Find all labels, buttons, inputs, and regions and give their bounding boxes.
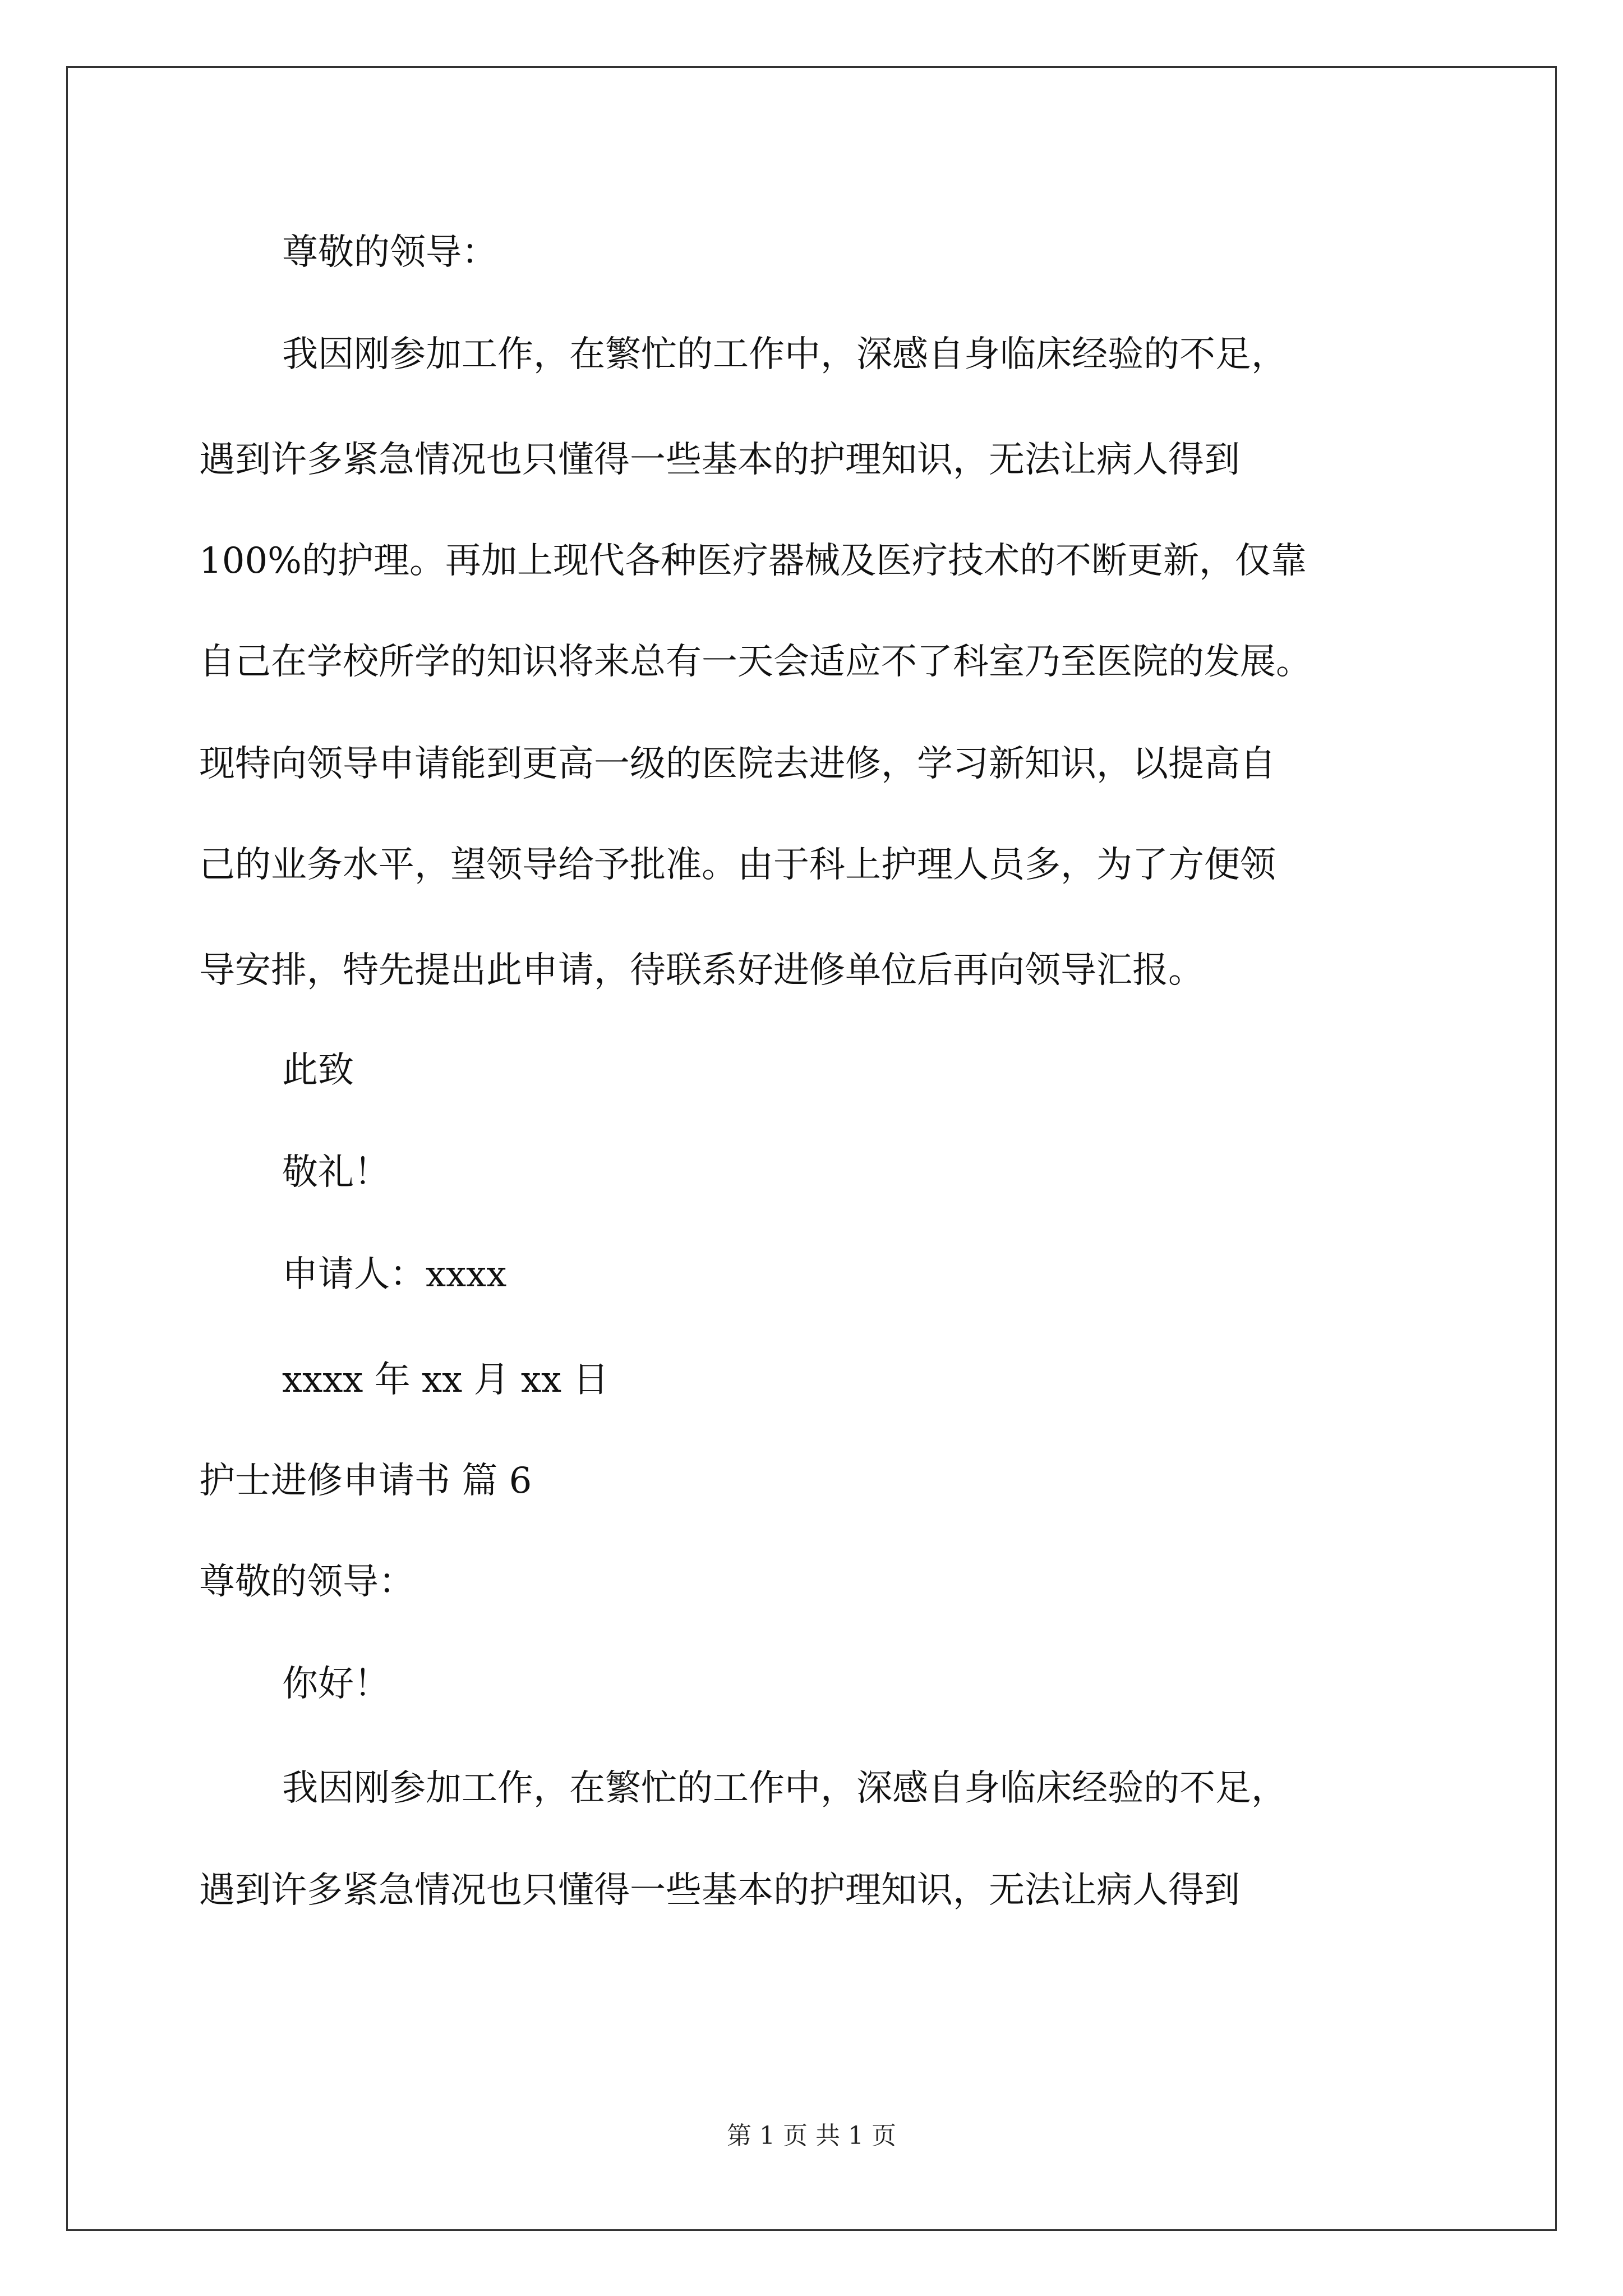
date-line: xxxx 年 xx 月 xx 日 bbox=[282, 1359, 609, 1401]
closing-line: 敬礼！ bbox=[282, 1152, 390, 1193]
paragraph-line: 遇到许多紧急情况也只懂得一些基本的护理知识，无法让病人得到 bbox=[199, 439, 1240, 481]
paragraph-line: 我因刚参加工作，在繁忙的工作中，深感自身临床经验的不足， bbox=[282, 1768, 1287, 1809]
paragraph-line: 自己在学校所学的知识将来总有一天会适应不了科室乃至医院的发展。 bbox=[199, 641, 1312, 683]
paragraph-line: 现特向领导申请能到更高一级的医院去进修，学习新知识，以提高自 bbox=[199, 743, 1276, 785]
paragraph-line: 我因刚参加工作，在繁忙的工作中，深感自身临床经验的不足， bbox=[282, 334, 1287, 375]
paragraph-line: 己的业务水平，望领导给予批准。由于科上护理人员多，为了方便领 bbox=[199, 844, 1276, 886]
page-footer: 第 1 页 共 1 页 bbox=[727, 2122, 896, 2150]
paragraph-line: 100%的护理。再加上现代各种医疗器械及医疗技术的不断更新，仅靠 bbox=[199, 540, 1307, 582]
greeting-line: 你好！ bbox=[282, 1663, 390, 1705]
paragraph-line: 遇到许多紧急情况也只懂得一些基本的护理知识，无法让病人得到 bbox=[199, 1870, 1240, 1911]
signature-line: 申请人：xxxx bbox=[282, 1254, 507, 1295]
closing-line: 此致 bbox=[282, 1050, 354, 1091]
salutation: 尊敬的领导： bbox=[199, 1561, 414, 1603]
section-heading: 护士进修申请书 篇 6 bbox=[199, 1460, 532, 1502]
salutation: 尊敬的领导： bbox=[282, 232, 497, 273]
paragraph-line: 导安排，特先提出此申请，待联系好进修单位后再向领导汇报。 bbox=[199, 950, 1204, 991]
